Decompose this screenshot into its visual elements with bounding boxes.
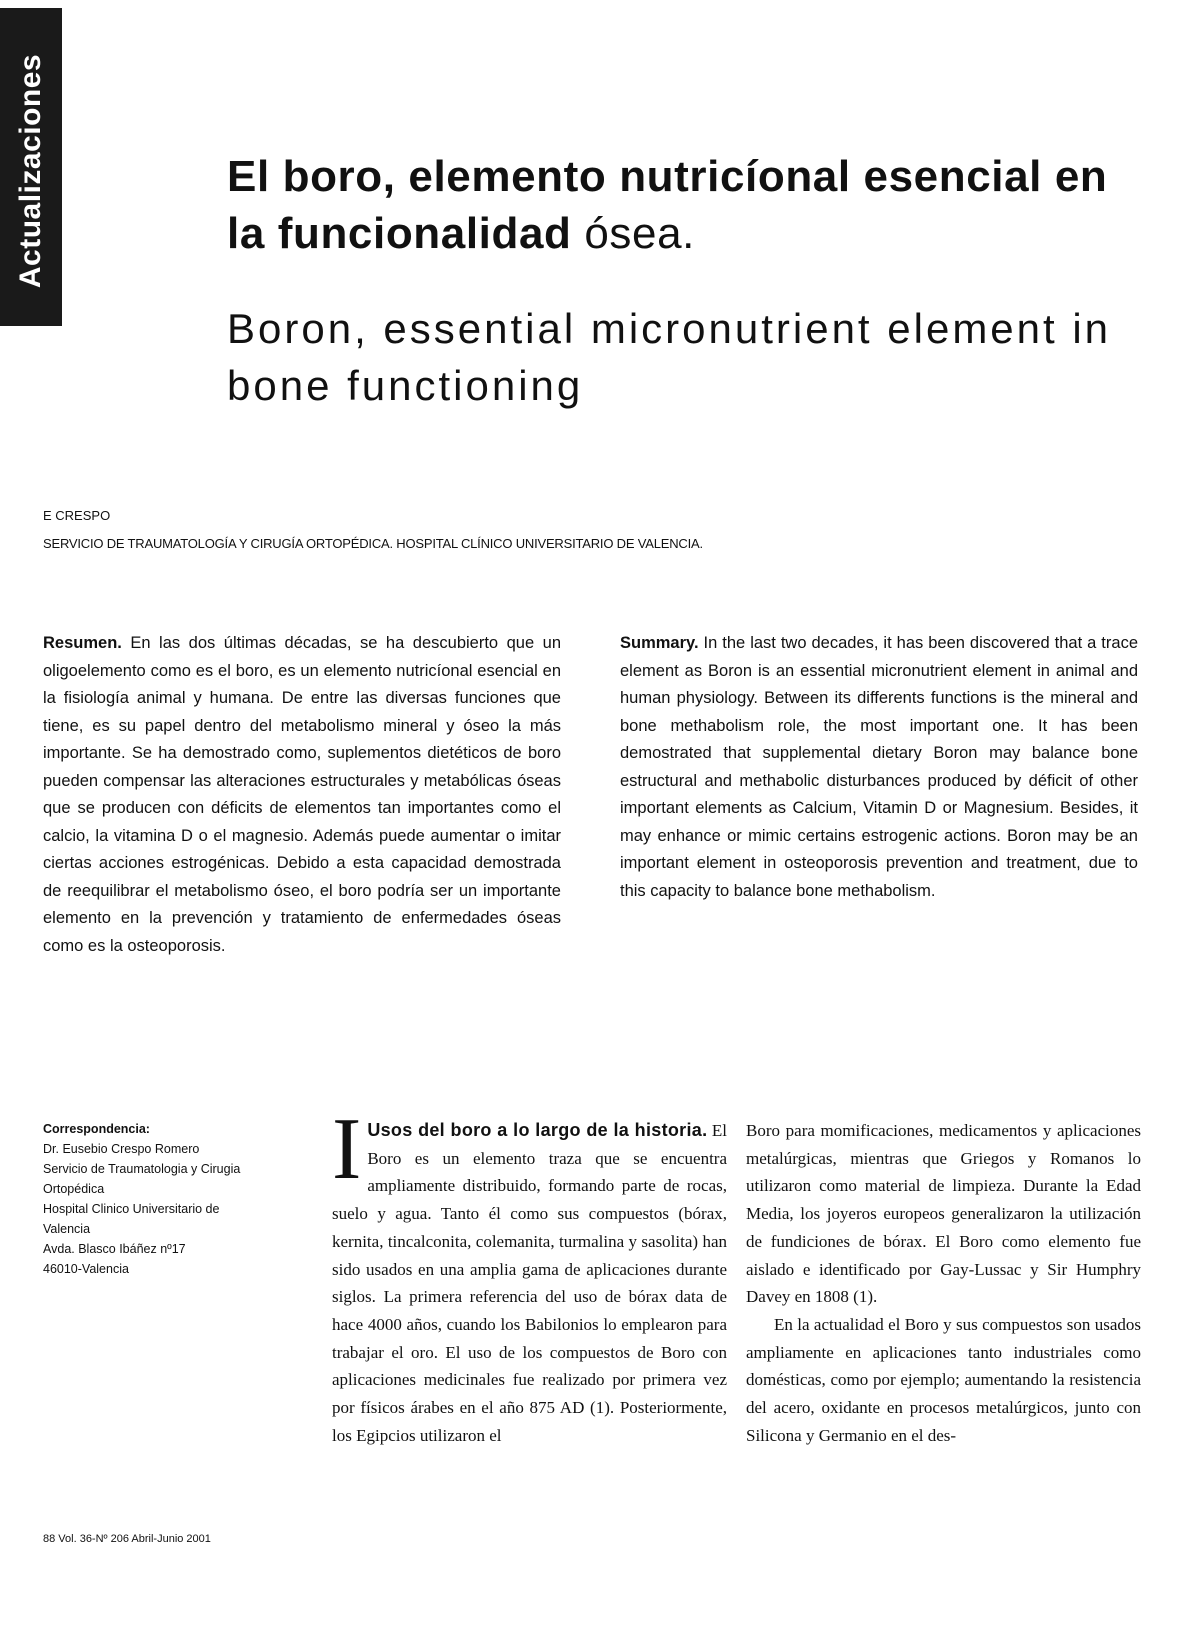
author: E CRESPO [43,508,111,523]
correspondence-line: Hospital Clinico Universitario de [43,1202,220,1216]
body-column-2 [746,1117,1141,1449]
abstract-english [620,630,1138,905]
correspondence-block [43,1119,283,1279]
abstract-spanish [43,630,561,960]
body-paragraph: Boro para momificaciones, medicamentos y aplicaciones metalúrgicas, mientras que Griegos y Romanos lo utilizaron como material de limpieza. Durante la Edad Media, los joyeros europeos generalizaron la utilización de fundiciones de bórax. El Boro como elemento fue aislado e identificado por Gay-Lussac y Sir Humphry Davey en 1808 (1). [746,1121,1141,1307]
abstract-english-label: Summary. [620,634,699,652]
title-spanish [227,148,1147,262]
correspondence-line: Dr. Eusebio Crespo Romero [43,1142,200,1156]
correspondence-line: Servicio de Traumatologia y Cirugia [43,1162,241,1176]
title-spanish-light: ósea. [584,209,695,258]
section-tab-label: Actualizaciones [14,53,47,289]
correspondence-line: Valencia [43,1222,91,1236]
abstract-english-text: In the last two decades, it has been discovered that a trace element as Boron is an essential micronutrient element in animal and human physiology. Between its differents functions is the mineral and bone methabolism role, the most important one. It has been demostrated that supplemental dietary Boron may balance bone estructural and methabolic disturbances produced by déficit of other important elements as Calcium, Vitamin D or Magnesium. Besides, it may enhance or mimic certains estrogenic actions. Boron may be an important element in osteoporosis prevention and treatment, due to this capacity to balance bone methabolism. [620,634,1138,900]
section-heading: Usos del boro a lo largo de la historia. [367,1120,708,1140]
body-column-1 [332,1101,727,1449]
title-spanish-bold: El boro, elemento nutricíonal esencial en la funcionalidad [227,152,1108,258]
drop-cap: I [332,1101,362,1198]
body-paragraph [332,1101,727,1449]
title-english: Boron, essential micronutrient element in bone functioning [227,305,1112,409]
affiliation: SERVICIO DE TRAUMATOLOGÍA Y CIRUGÍA ORTOPÉDICA. HOSPITAL CLÍNICO UNIVERSITARIO DE VALENCIA. [43,536,703,551]
body-text: El Boro es un elemento traza que se encuentra ampliamente distribuido, formando parte de rocas, suelo y agua. Tanto él como sus compuestos (bórax, kernita, tincalconita, colemanita, turmalina y sasolita) han sido usados en una amplia gama de aplicaciones durante siglos. La primera referencia del uso de bórax data de hace 4000 años, cuando los Babilonios lo emplearon para trabajar el oro. El uso de los compuestos de Boro con aplicaciones medicinales fue realizado por primera vez por físicos árabes en el año 875 AD (1). Posteriormente, los Egipcios utilizaron el [332,1121,727,1445]
correspondence-line: Ortopédica [43,1182,105,1196]
abstract-spanish-label: Resumen. [43,634,122,652]
page-footer: 88 Vol. 36-Nº 206 Abril-Junio 2001 [43,1533,211,1545]
body-paragraph: En la actualidad el Boro y sus compuestos son usados ampliamente en aplicaciones tanto industriales como domésticas, como por ejemplo; aumentando la resistencia del acero, oxidante en procesos metalúrgicos, junto con Silicona y Germanio en el des- [746,1314,1141,1445]
correspondence-line: 46010-Valencia [43,1262,129,1276]
abstract-spanish-text: En las dos últimas décadas, se ha descubierto que un oligoelemento como es el boro, es un elemento nutricíonal esencial en la fisiología animal y humana. De entre las diversas funciones que tiene, es su papel dentro del metabolismo mineral y óseo la más importante. Se ha demostrado como, suplementos dietéticos de boro pueden compensar las alteraciones estructurales y metabólicas óseas que se producen con déficits de elementos tan importantes como el calcio, la vitamina D o el magnesio. Además puede aumentar o imitar ciertas acciones estrogénicas. Debido a esta capacidad demostrada de reequilibrar el metabolismo óseo, el boro podría ser un importante elemento en la prevención y tratamiento de enfermedades óseas como es la osteoporosis. [43,634,561,955]
section-tab [0,8,62,326]
correspondence-line: Avda. Blasco Ibáñez nº17 [43,1242,186,1256]
correspondence-heading: Correspondencia: [43,1122,150,1136]
